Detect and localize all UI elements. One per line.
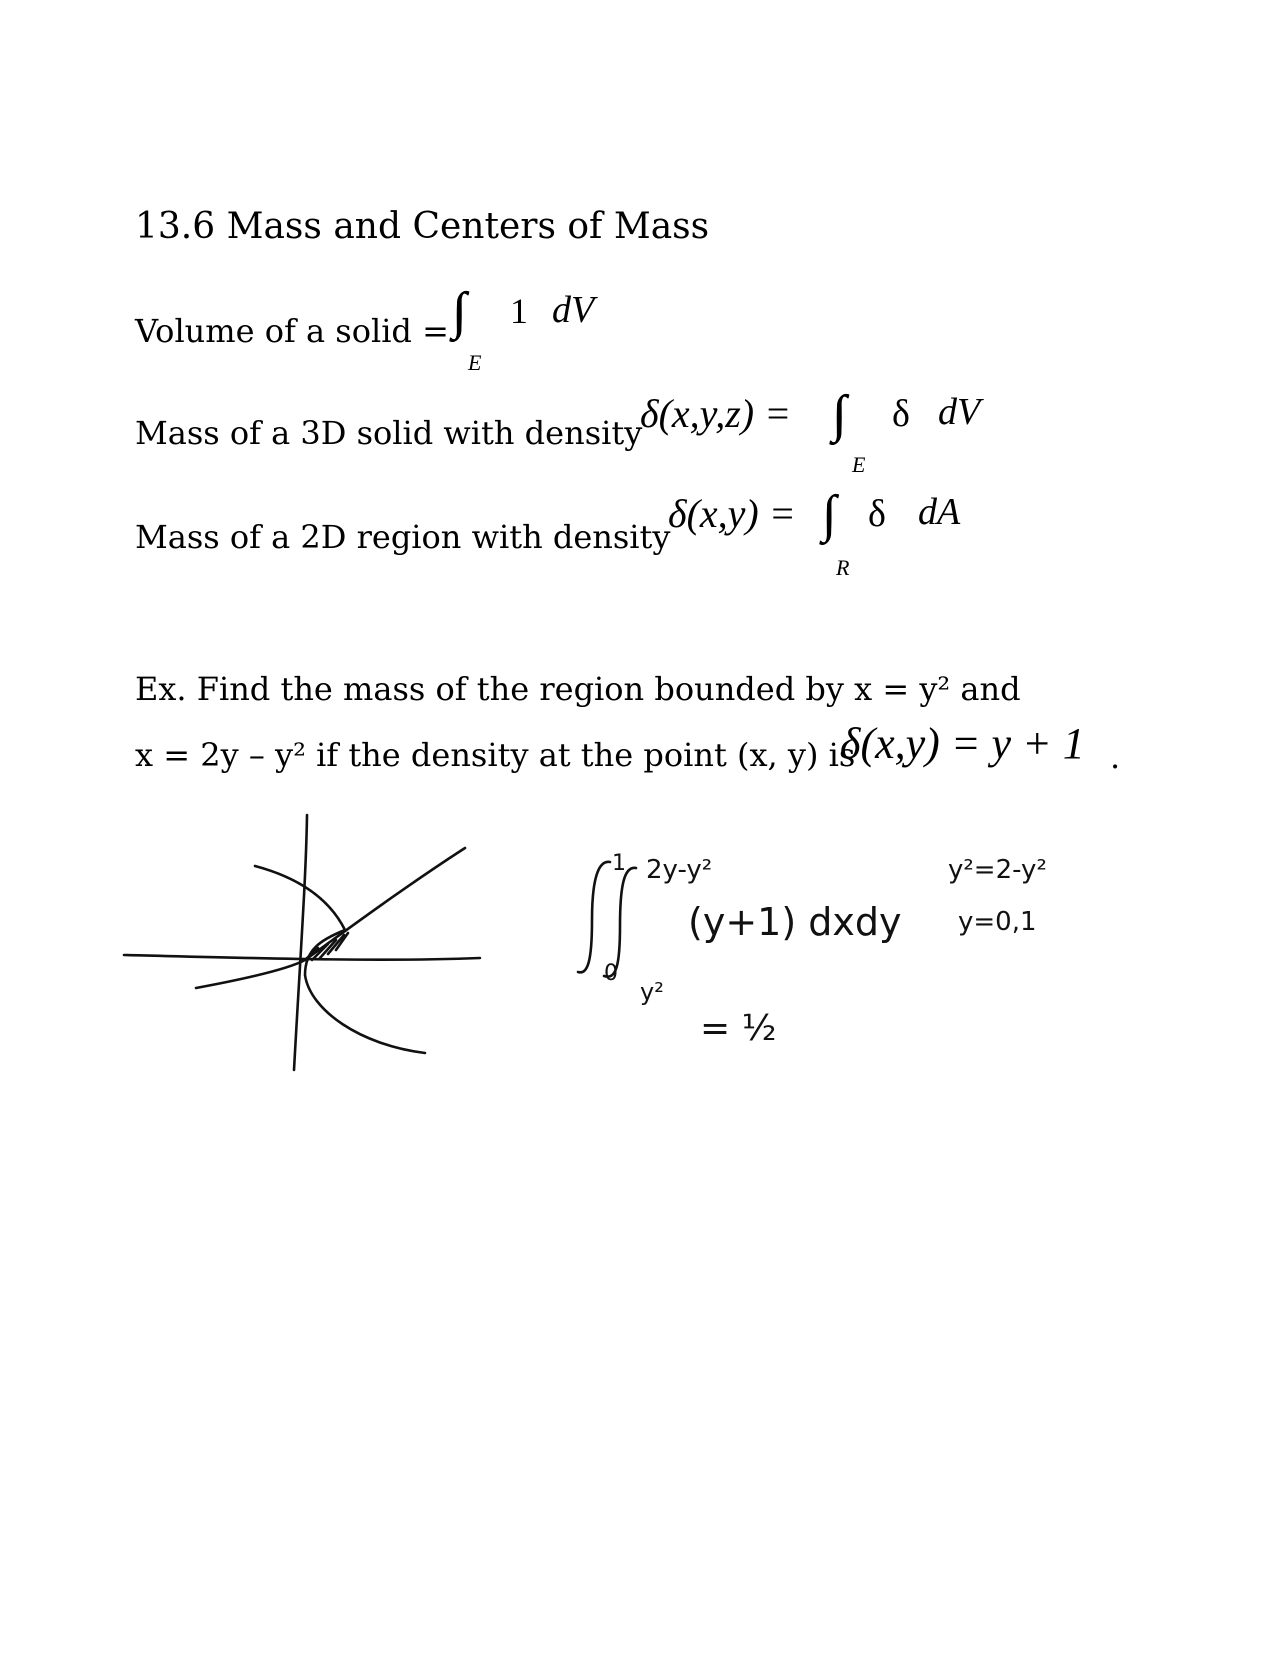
hand-outer-upper: 1 [612, 851, 626, 876]
hand-inner-lower: y² [640, 978, 664, 1006]
mass2d-integral-sign: ∫∫ [822, 486, 823, 543]
hand-outer-integral [578, 862, 610, 973]
hand-inner-upper: 2y-y² [646, 855, 713, 885]
mass2d-density: δ(x,y) = [668, 491, 796, 536]
example-density-formula: δ(x,y) = y + 1 [840, 719, 1085, 768]
page-title: 13.6 Mass and Centers of Mass [135, 206, 710, 247]
mass3d-region: E [852, 452, 866, 477]
volume-differential: dV [552, 289, 595, 331]
mass2d-differential: dA [918, 491, 961, 533]
mass3d-density: δ(x,y,z) = [640, 391, 792, 436]
example-line-2: x = 2y – y² if the density at the point (x, y) is [135, 736, 856, 774]
mass3d-differential: dV [938, 391, 981, 433]
hand-integrand: (y+1) dxdy [688, 900, 902, 944]
volume-label: Volume of a solid = [135, 312, 449, 350]
mass2d-integrand: δ [868, 493, 886, 535]
hand-note-1: y²=2-y² [948, 855, 1047, 885]
hand-note-2: y=0,1 [958, 907, 1037, 937]
mass2d-label: Mass of a 2D region with density [135, 518, 671, 556]
volume-region: E [468, 350, 482, 375]
hand-outer-lower: 0 [604, 961, 618, 986]
example-line-1: Ex. Find the mass of the region bounded by x = y² and [135, 670, 1021, 708]
example-period: . [1110, 738, 1121, 776]
mass2d-region: R [836, 555, 850, 580]
volume-integral-sign: ∫∫∫ [452, 283, 453, 340]
mass3d-integral-sign: ∫∫∫ [832, 386, 833, 443]
mass3d-label: Mass of a 3D solid with density [135, 414, 643, 452]
hand-result: = ½ [700, 1008, 777, 1049]
volume-integrand: 1 [510, 291, 528, 331]
mass3d-integrand: δ [892, 393, 910, 435]
